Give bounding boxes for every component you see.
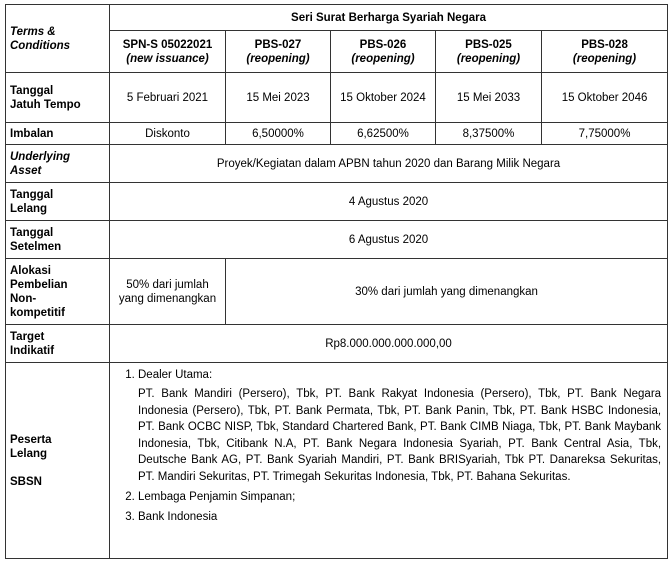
series-header-pbs028 [542,31,668,73]
imbalan-pbs027: 6,50000% [226,123,331,145]
imbalan-pbs026: 6,62500% [331,123,436,145]
alokasi-label: Alokasi Pembelian Non- kompetitif [6,259,110,325]
series-name: PBS-027 [254,38,302,51]
dealer-utama-label: Dealer Utama: [138,369,213,381]
sbsn-terms-table [5,4,668,559]
alokasi-row [6,259,668,325]
setelmen-row [6,221,668,259]
dealer-utama-list: PT. Bank Mandiri (Persero), Tbk, PT. Bank Rakyat Indonesia (Persero), Tbk, PT. Bank Negara Indonesia (Persero), Tbk, PT. Bank Permata, Tbk, PT. Bank Panin, Tbk, PT. Bank HSBC Indonesia, PT. Bank OCBC NISP, Tbk, Standard Chartered Bank, PT. Bank CIMB Niaga, Tbk, PT. Bank Maybank Indonesia, Tbk, Citibank N.A, PT. Bank Negara Indonesia Syariah, PT. Bank Central Asia, Tbk, Deutsche Bank AG, PT. Bank Syariah Mandiri, PT. Bank BRISyariah, Tbk PT. Danareksa Sekuritas, PT. Mandiri Sekuritas, PT. Trimegah Sekuritas Indonesia, Tbk, PT. Bahana Sekuritas. [138,388,662,483]
target-value: Rp8.000.000.000.000,00 [110,325,668,363]
peserta-list [116,367,661,525]
imbalan-row [6,123,668,145]
series-title: Seri Surat Berharga Syariah Negara [110,5,668,31]
series-type: (reopening) [351,52,415,65]
series-name: PBS-025 [465,38,512,51]
target-label: Target Indikatif [6,325,110,363]
series-name: PBS-028 [581,38,628,51]
alokasi-spn: 50% dari jumlah yang dimenangkan [110,259,226,325]
setelmen-value: 6 Agustus 2020 [110,221,668,259]
list-item: 3. Bank Indonesia [138,509,661,525]
maturity-spn: 5 Februari 2021 [110,73,226,123]
lelang-value: 4 Agustus 2020 [110,183,668,221]
list-item: 2. Lembaga Penjamin Simpanan; [138,489,661,505]
underlying-value: Proyek/Kegiatan dalam APBN tahun 2020 dan Barang Milik Negara [110,145,668,183]
lelang-label: Tanggal Lelang [6,183,110,221]
series-type: (new issuance) [126,52,209,65]
underlying-label: Underlying Asset [6,145,110,183]
series-name: PBS-026 [359,38,407,51]
alokasi-pbs: 30% dari jumlah yang dimenangkan [226,259,668,325]
imbalan-pbs025: 8,37500% [436,123,542,145]
imbalan-pbs028: 7,75000% [542,123,668,145]
list-item [138,367,661,485]
series-type: (reopening) [572,52,637,65]
target-row [6,325,668,363]
header-row [6,5,668,31]
series-header-pbs025 [436,31,542,73]
peserta-label: Peserta Lelang SBSN [6,363,110,559]
underlying-row [6,145,668,183]
maturity-label: Tanggal Jatuh Tempo [6,73,110,123]
series-header-spn [110,31,226,73]
series-name: SPN-S 05022021 [122,38,213,51]
maturity-row [6,73,668,123]
terms-conditions-header [6,5,110,73]
series-type: (reopening) [456,52,521,65]
maturity-pbs027: 15 Mei 2023 [226,73,331,123]
series-header-pbs027 [226,31,331,73]
setelmen-label: Tanggal Setelmen [6,221,110,259]
terms-label: Terms & [10,25,56,38]
imbalan-label: Imbalan [6,123,110,145]
series-type: (reopening) [246,52,310,65]
imbalan-spn: Diskonto [110,123,226,145]
peserta-row [6,363,668,559]
maturity-pbs025: 15 Mei 2033 [436,73,542,123]
peserta-value [110,363,668,559]
lelang-row [6,183,668,221]
series-header-pbs026 [331,31,436,73]
maturity-pbs028: 15 Oktober 2046 [542,73,668,123]
conditions-label: Conditions [10,39,71,52]
maturity-pbs026: 15 Oktober 2024 [331,73,436,123]
